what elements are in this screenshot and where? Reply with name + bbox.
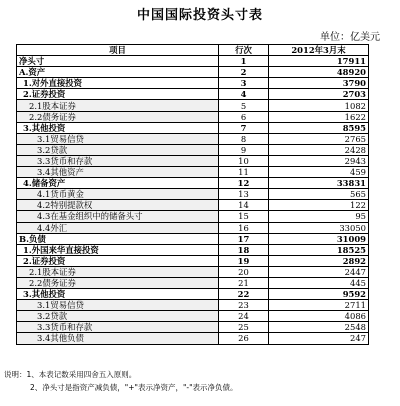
row-value: 48920 xyxy=(269,67,369,78)
row-seq: 17 xyxy=(219,233,269,244)
row-seq: 3 xyxy=(219,78,269,89)
table-row xyxy=(17,155,369,166)
row-seq: 14 xyxy=(219,200,269,211)
row-seq: 12 xyxy=(219,178,269,189)
row-value: 1082 xyxy=(269,100,369,111)
row-label: 3.3货币和存款 xyxy=(17,155,219,166)
row-seq: 6 xyxy=(219,111,269,122)
row-value: 2703 xyxy=(269,89,369,100)
table-row xyxy=(17,233,369,244)
row-label: B.负债 xyxy=(17,233,219,244)
table-row xyxy=(17,133,369,144)
row-value: 445 xyxy=(269,277,369,288)
row-label: 3.2贷款 xyxy=(17,311,219,322)
table-row xyxy=(17,333,369,344)
row-value: 18525 xyxy=(269,244,369,255)
row-label: 3.3货币和存款 xyxy=(17,322,219,333)
row-label: 3.其他投资 xyxy=(17,289,219,300)
row-seq: 22 xyxy=(219,289,269,300)
page-title: 中国国际投资头寸表 xyxy=(136,8,263,23)
table-row xyxy=(17,222,369,233)
row-value: 459 xyxy=(269,167,369,178)
table-row xyxy=(17,255,369,266)
unit-label: 单位：亿美元 xyxy=(320,32,380,43)
table-row xyxy=(17,189,369,200)
row-seq: 7 xyxy=(219,122,269,133)
row-seq: 5 xyxy=(219,100,269,111)
row-seq: 16 xyxy=(219,222,269,233)
row-value: 247 xyxy=(269,333,369,344)
row-value: 2447 xyxy=(269,266,369,277)
row-label: 1.外国来华直接投资 xyxy=(17,244,219,255)
row-value: 2892 xyxy=(269,255,369,266)
table-row xyxy=(17,289,369,300)
row-label: 2.1股本证券 xyxy=(17,100,219,111)
table-row xyxy=(17,111,369,122)
row-value: 1622 xyxy=(269,111,369,122)
table-row xyxy=(17,167,369,178)
row-value: 4086 xyxy=(269,311,369,322)
row-label: 3.4其他资产 xyxy=(17,167,219,178)
row-seq: 8 xyxy=(219,133,269,144)
row-label: 3.2贷款 xyxy=(17,144,219,155)
row-label: 2.2债务证券 xyxy=(17,111,219,122)
row-label: 3.1贸易信贷 xyxy=(17,133,219,144)
table-row xyxy=(17,78,369,89)
row-label: 2.1股本证券 xyxy=(17,266,219,277)
row-seq: 13 xyxy=(219,189,269,200)
row-seq: 25 xyxy=(219,322,269,333)
table-row xyxy=(17,277,369,288)
row-value: 9592 xyxy=(269,289,369,300)
row-seq: 26 xyxy=(219,333,269,344)
row-label: 4.储备资产 xyxy=(17,178,219,189)
table-row xyxy=(17,311,369,322)
row-value: 2765 xyxy=(269,133,369,144)
row-seq: 10 xyxy=(219,155,269,166)
row-seq: 11 xyxy=(219,167,269,178)
header-seq: 行次 xyxy=(219,45,269,56)
table-header-row xyxy=(17,45,369,56)
row-label: 4.3在基金组织中的储备头寸 xyxy=(17,211,219,222)
header-date: 2012年3月末 xyxy=(269,45,369,56)
row-label: 2.证券投资 xyxy=(17,255,219,266)
table-row xyxy=(17,122,369,133)
row-label: 2.2债务证券 xyxy=(17,277,219,288)
row-seq: 1 xyxy=(219,56,269,67)
row-label: 4.2特别提款权 xyxy=(17,200,219,211)
table-row xyxy=(17,144,369,155)
row-label: 4.4外汇 xyxy=(17,222,219,233)
header-item: 项目 xyxy=(17,45,219,56)
row-value: 95 xyxy=(269,211,369,222)
row-seq: 4 xyxy=(219,89,269,100)
row-value: 17911 xyxy=(269,56,369,67)
table-row xyxy=(17,178,369,189)
row-label: A.资产 xyxy=(17,67,219,78)
row-seq: 9 xyxy=(219,144,269,155)
row-label: 3.1贸易信贷 xyxy=(17,300,219,311)
row-label: 3.4其他负债 xyxy=(17,333,219,344)
row-value: 2711 xyxy=(269,300,369,311)
row-value: 2943 xyxy=(269,155,369,166)
row-seq: 21 xyxy=(219,277,269,288)
table-row xyxy=(17,56,369,67)
row-value: 122 xyxy=(269,200,369,211)
table-row xyxy=(17,211,369,222)
row-value: 2548 xyxy=(269,322,369,333)
row-value: 33831 xyxy=(269,178,369,189)
row-seq: 18 xyxy=(219,244,269,255)
table-row xyxy=(17,67,369,78)
table-row xyxy=(17,89,369,100)
row-label: 净头寸 xyxy=(17,56,219,67)
table-row xyxy=(17,266,369,277)
row-seq: 15 xyxy=(219,211,269,222)
row-label: 1.对外直接投资 xyxy=(17,78,219,89)
position-table xyxy=(16,44,369,345)
table-row xyxy=(17,244,369,255)
notes xyxy=(4,370,238,396)
note-2: 2、净头寸是指资产减负债，"+"表示净资产，"-"表示净负债。 xyxy=(30,383,238,392)
table-row xyxy=(17,322,369,333)
row-seq: 23 xyxy=(219,300,269,311)
row-label: 4.1货币黄金 xyxy=(17,189,219,200)
row-value: 3790 xyxy=(269,78,369,89)
row-value: 565 xyxy=(269,189,369,200)
row-value: 33050 xyxy=(269,222,369,233)
row-seq: 2 xyxy=(219,67,269,78)
row-value: 31009 xyxy=(269,233,369,244)
row-label: 3.其他投资 xyxy=(17,122,219,133)
row-label: 2.证券投资 xyxy=(17,89,219,100)
row-value: 2428 xyxy=(269,144,369,155)
row-value: 8595 xyxy=(269,122,369,133)
table-row xyxy=(17,300,369,311)
row-seq: 20 xyxy=(219,266,269,277)
note-1: 说明：1、本表记数采用四舍五入原则。 xyxy=(4,370,137,379)
row-seq: 19 xyxy=(219,255,269,266)
table-row xyxy=(17,200,369,211)
row-seq: 24 xyxy=(219,311,269,322)
table-row xyxy=(17,100,369,111)
